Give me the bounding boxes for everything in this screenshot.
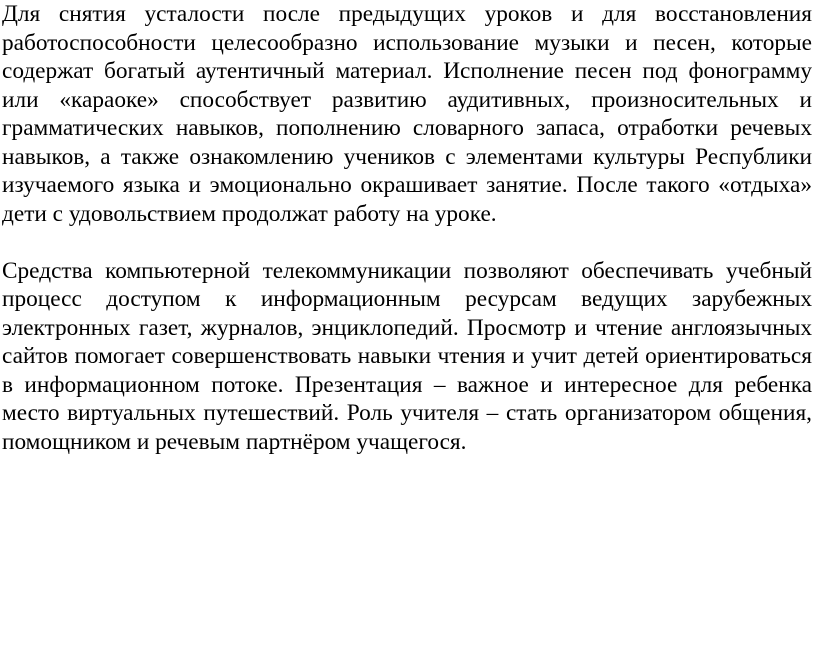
paragraph-telecommunication: Средства компьютерной телекоммуникации позволяют обеспечивать учебный процесс доступом к информационным ресурсам ведущих зарубежных электронных газет, журналов, энциклопедий. Просмотр и чтение англоязычных сайтов помогает совершенствовать навыки чтения и учит детей ориентироваться в информационном потоке. Презентация – важное и интересное для ребенка место виртуальных путешествий. Роль учителя – стать организатором общения, помощником и речевым партнёром учащегося.: [2, 257, 812, 455]
document-page: [2, 0, 812, 456]
paragraph-music-songs: Для снятия усталости после предыдущих уроков и для восстановления работоспособности целесообразно использование музыки и песен, которые содержат богатый аутентичный материал. Исполнение песен под фонограмму или «караоке» способствует развитию аудитивных, произносительных и грамматических навыков, пополнению словарного запаса, отработки речевых навыков, а также ознакомлению учеников с элементами культуры Республики изучаемого языка и эмоционально окрашивает занятие. После такого «отдыха» дети с удовольствием продолжат работу на уроке.: [2, 1, 812, 227]
